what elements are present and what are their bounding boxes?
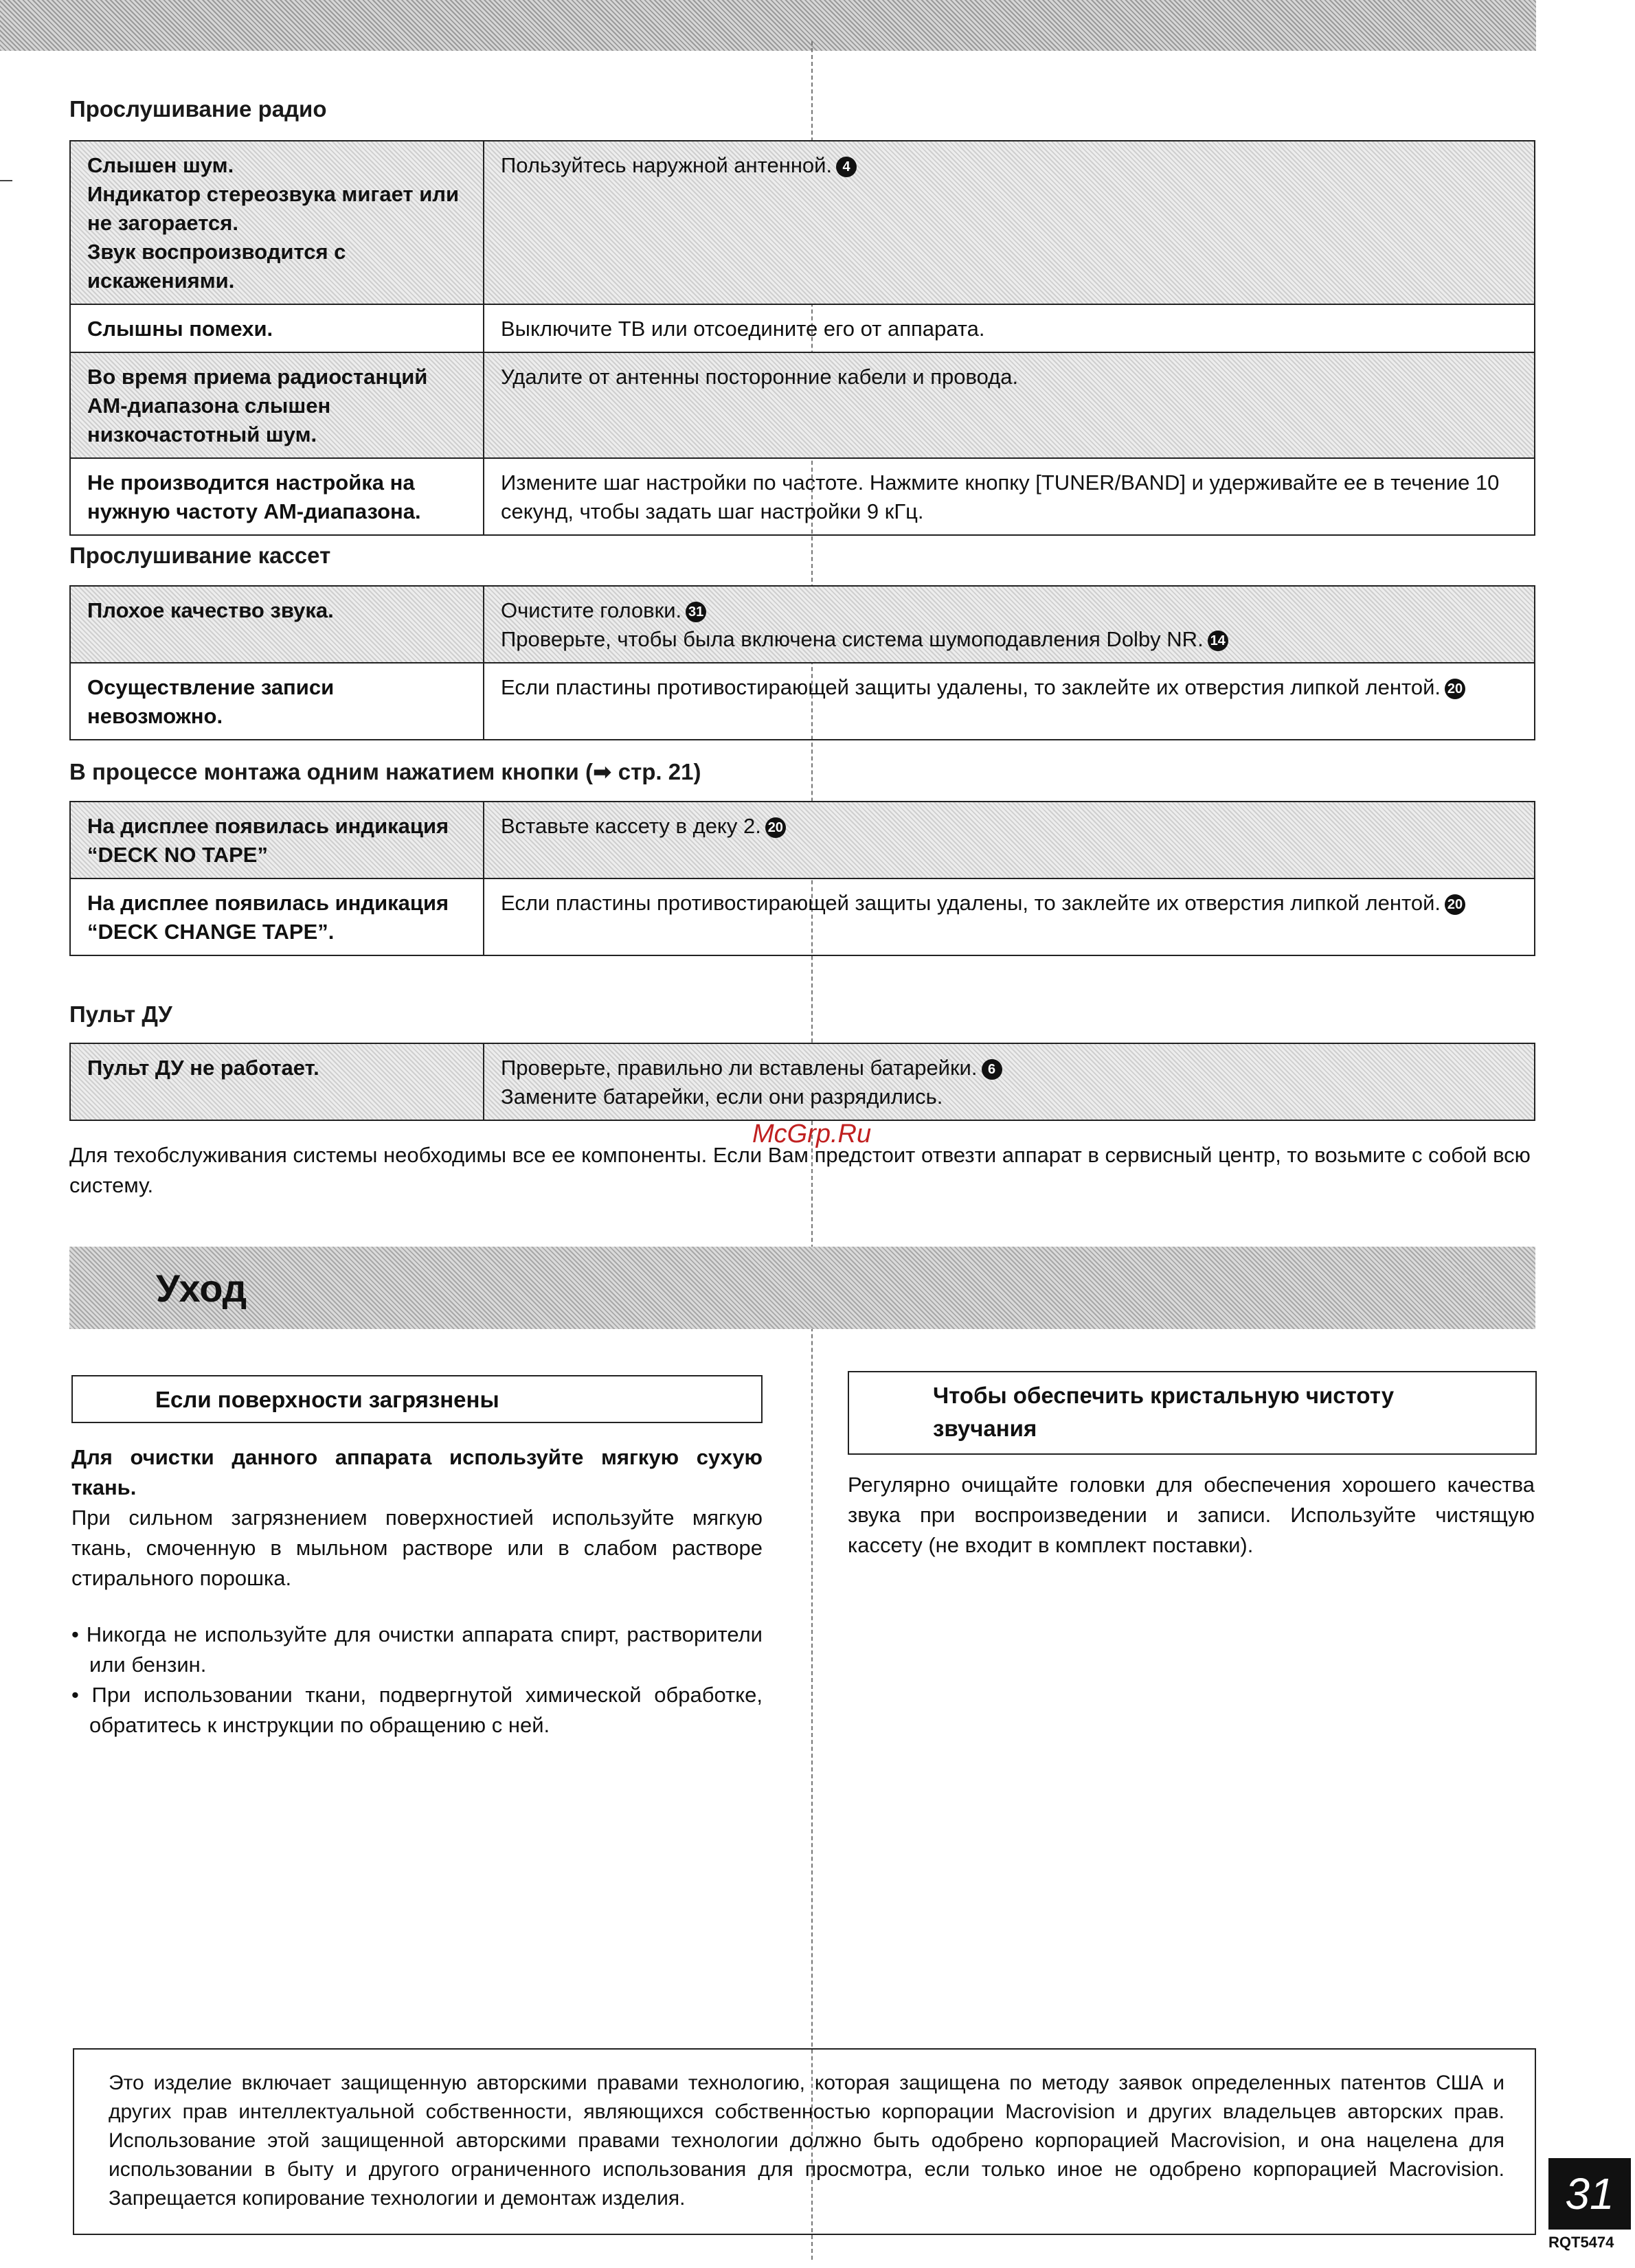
remedy-text: Вставьте кассету в деку 2.	[501, 814, 761, 838]
body-text: При сильном загрязнением поверхностией используйте мягкую ткань, смоченную в мыльном растворе или в слабом растворе стирального порошка.	[71, 1506, 763, 1590]
copyright-notice: Это изделие включает защищенную авторскими правами технологию, которая защищена по методу заявок определенных патентов США и других прав интеллектуальной собственности, являющихся собственностью корпорации Macrovision и других владельцев авторских прав. Использование этой защищенной авторскими правами технологии должно быть одобрено корпорацией Macrovision, и она нацелена для использовании в быту и другого ограниченного использования для просмотра, если только иное не одобрено корпорацией Macrovision. Запрещается копирование технологии и демонтаж изделия.	[73, 2048, 1536, 2235]
cassette-section-title: Прослушивание кассет	[69, 543, 331, 568]
radio-section-title: Прослушивание радио	[69, 96, 327, 122]
remedy-cell: Удалите от антенны посторонние кабели и провода.	[484, 352, 1535, 458]
problem-cell: На дисплее появилась индикация “DECK NO TAPE”	[70, 802, 484, 878]
bullet-text: При использовании ткани, подвергнутой химической обработке, обратитесь к инструкции по обращению с ней.	[89, 1683, 763, 1737]
problem-cell: На дисплее появилась индикация “DECK CHANGE TAPE”.	[70, 878, 484, 955]
remedy-text: Замените батарейки, если они разрядились.	[501, 1085, 943, 1109]
page-ref-badge: 20	[1445, 894, 1465, 915]
table-row	[70, 458, 1535, 535]
remedy-cell	[484, 663, 1535, 740]
table-row	[70, 878, 1535, 955]
problem-cell: Не производится настройка на нужную частоту AM-диапазона.	[70, 458, 484, 535]
remedy-text: Проверьте, чтобы была включена система шумоподавления Dolby NR.	[501, 627, 1204, 651]
problem-cell: Слышны помехи.	[70, 304, 484, 352]
left-box-title: Если поверхности загрязнены	[71, 1375, 763, 1423]
remedy-text: Если пластины противостирающей защиты удалены, то заклейте их отверстия липкой лентой.	[501, 891, 1441, 915]
remedy-text: Если пластины противостирающей защиты удалены, то заклейте их отверстия липкой лентой.	[501, 675, 1441, 699]
table-row	[70, 304, 1535, 352]
page-ref-badge: 4	[836, 157, 857, 177]
table-row	[70, 141, 1535, 304]
page-ref-badge: 6	[982, 1059, 1002, 1080]
document-code: RQT5474	[1548, 2234, 1614, 2251]
remedy-cell	[484, 586, 1535, 663]
list-item: • При использовании ткани, подвергнутой химической обработке, обратитесь к инструкции по обращению с ней.	[71, 1683, 763, 1737]
remote-troubleshooting-table	[69, 1043, 1535, 1121]
editing-section-title: В процессе монтажа одним нажатием кнопки (➡ стр. 21)	[69, 759, 701, 784]
top-shaded-band	[0, 0, 1536, 51]
remedy-cell: Выключите ТВ или отсоедините его от аппарата.	[484, 304, 1535, 352]
remedy-cell	[484, 1043, 1535, 1120]
remedy-cell	[484, 141, 1535, 304]
watermark: McGrp.Ru	[752, 1120, 872, 1148]
care-section-band	[69, 1247, 1535, 1329]
table-row	[70, 663, 1535, 740]
table-row	[70, 802, 1535, 878]
remedy-cell: Измените шаг настройки по частоте. Нажмите кнопку [TUNER/BAND] и удерживайте ее в течение 10 секунд, чтобы задать шаг настройки 9 кГц.	[484, 458, 1535, 535]
problem-cell: Во время приема радиостанций AM-диапазона слышен низкочастотный шум.	[70, 352, 484, 458]
right-column-text	[848, 1470, 1535, 1561]
page-ref-badge: 31	[686, 602, 706, 622]
problem-cell: Пульт ДУ не работает.	[70, 1043, 484, 1120]
page-ref-badge: 20	[765, 817, 786, 838]
editing-troubleshooting-table	[69, 801, 1535, 956]
bullet-text: Никогда не используйте для очистки аппарата спирт, растворители или бензин.	[86, 1622, 763, 1677]
margin-mark	[0, 180, 12, 181]
cassette-troubleshooting-table	[69, 585, 1535, 740]
remedy-text: Пользуйтесь наружной антенной.	[501, 153, 833, 177]
remedy-text: Очистите головки.	[501, 598, 682, 622]
radio-troubleshooting-table	[69, 140, 1535, 536]
left-column-text	[71, 1442, 763, 1740]
remote-section-title: Пульт ДУ	[69, 1001, 172, 1027]
problem-cell: Плохое качество звука.	[70, 586, 484, 663]
problem-cell: Слышен шум. Индикатор стереозвука мигает или не загорается. Звук воспроизводится с искажениями.	[70, 141, 484, 304]
table-row	[70, 1043, 1535, 1120]
page-ref-badge: 20	[1445, 679, 1465, 699]
right-box-title: Чтобы обеспечить кристальную чистоту звучания	[848, 1371, 1537, 1455]
remedy-cell	[484, 878, 1535, 955]
service-note: Для техобслуживания системы необходимы все ее компоненты. Если Вам предстоит отвезти аппарат в сервисный центр, то возьмите с собой всю систему.	[69, 1143, 1531, 1197]
remedy-cell	[484, 802, 1535, 878]
table-row	[70, 586, 1535, 663]
list-item: • Никогда не используйте для очистки аппарата спирт, растворители или бензин.	[71, 1622, 763, 1677]
lead-text: Для очистки данного аппарата используйте мягкую сухую ткань.	[71, 1445, 763, 1499]
page-ref-badge: 14	[1208, 631, 1228, 651]
table-row	[70, 352, 1535, 458]
problem-cell: Осуществление записи невозможно.	[70, 663, 484, 740]
remedy-text: Проверьте, правильно ли вставлены батарейки.	[501, 1056, 978, 1080]
care-heading: Уход	[156, 1267, 247, 1310]
page-number: 31	[1548, 2158, 1631, 2230]
body-text: Регулярно очищайте головки для обеспечения хорошего качества звука при воспроизведении и записи. Используйте чистящую кассету (не входит в комплект поставки).	[848, 1473, 1535, 1557]
